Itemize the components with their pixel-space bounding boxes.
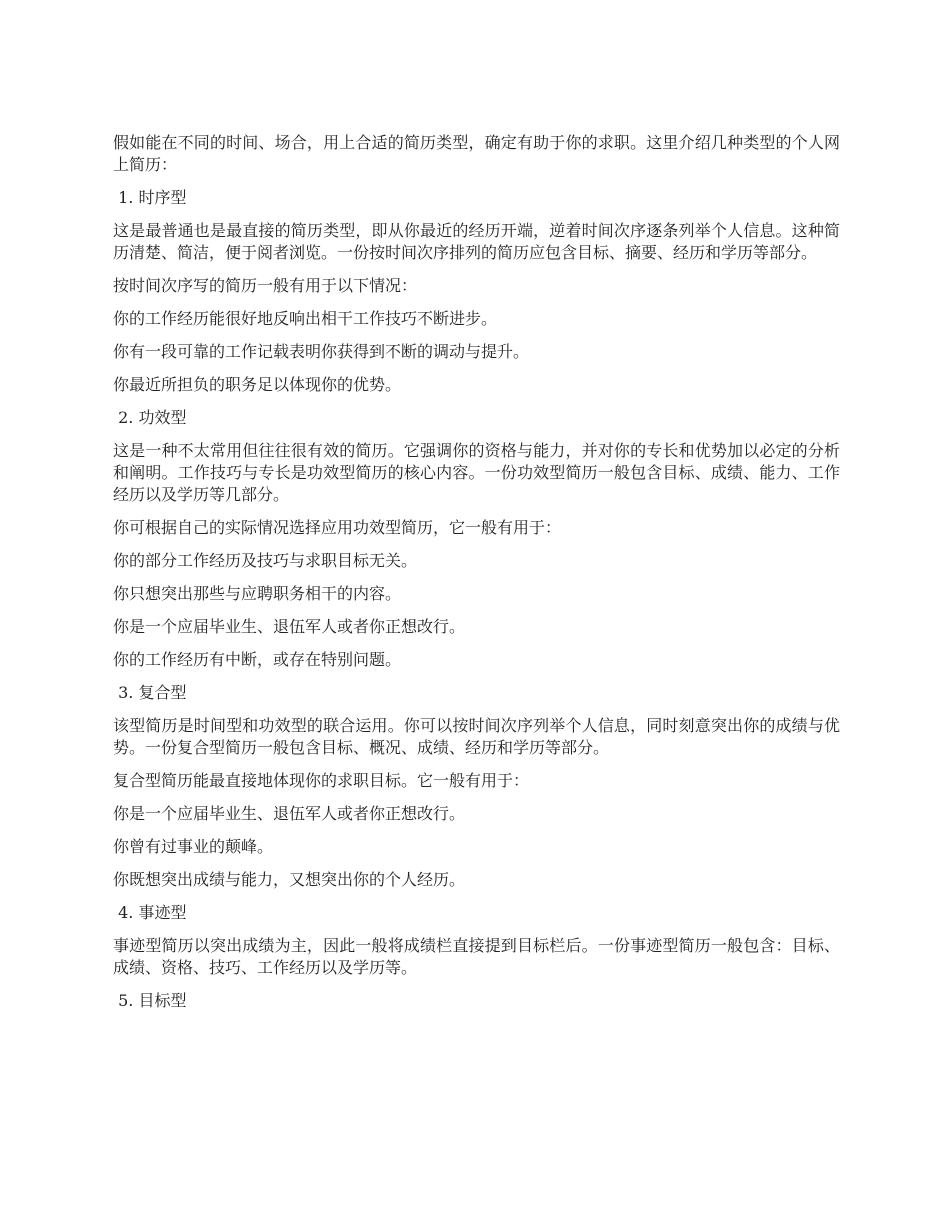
- list-item: 你的工作经历能很好地反响出相干工作技巧不断进步。: [113, 309, 498, 328]
- chronological-description: 这是最普通也是最直接的简历类型，即从你最近的经历开端，逆着时间次序逐条列举个人信息。这种简历清楚、简洁，便于阅者浏览。一份按时间次序排列的简历应包含目标、摘要、经历和学历等部分。: [113, 221, 840, 262]
- list-item: 你是一个应届毕业生、退伍军人或者你正想改行。: [113, 804, 466, 823]
- section-heading-objective: 5. 目标型: [113, 991, 187, 1010]
- list-item: 你曾有过事业的颠峰。: [113, 837, 274, 856]
- list-item: 你最近所担负的职务足以体现你的优势。: [113, 375, 402, 394]
- functional-description: 这是一种不太常用但往往很有效的简历。它强调你的资格与能力，并对你的专长和优势加以必定的分析和阐明。工作技巧与专长是功效型简历的核心内容。一份功效型简历一般包含目标、成绩、能力、工作经历以及学历等几部分。: [113, 441, 840, 504]
- list-item: 你有一段可靠的工作记载表明你获得到不断的调动与提升。: [113, 342, 530, 361]
- section-heading-functional: 2. 功效型: [113, 408, 187, 427]
- achievement-description: 事迹型简历以突出成绩为主，因此一般将成绩栏直接提到目标栏后。一份事迹型简历一般包含：目标、成绩、资格、技巧、工作经历以及学历等。: [113, 936, 840, 977]
- combination-description: 该型简历是时间型和功效型的联合运用。你可以按时间次序列举个人信息，同时刻意突出你的成绩与优势。一份复合型简历一般包含目标、概况、成绩、经历和学历等部分。: [113, 716, 840, 757]
- combination-usage-intro: 复合型简历能最直接地体现你的求职目标。它一般有用于：: [113, 771, 530, 790]
- functional-usage-intro: 你可根据自己的实际情况选择应用功效型简历，它一般有用于：: [113, 518, 562, 537]
- list-item: 你是一个应届毕业生、退伍军人或者你正想改行。: [113, 617, 466, 636]
- list-item: 你的工作经历有中断，或存在特别问题。: [113, 650, 402, 669]
- chronological-usage-intro: 按时间次序写的简历一般有用于以下情况：: [113, 276, 418, 295]
- list-item: 你的部分工作经历及技巧与求职目标无关。: [113, 551, 418, 570]
- section-heading-combination: 3. 复合型: [113, 683, 187, 702]
- section-heading-chronological: 1. 时序型: [113, 188, 187, 207]
- document-body: [113, 132, 840, 1023]
- intro-paragraph: 假如能在不同的时间、场合，用上合适的简历类型，确定有助于你的求职。这里介绍几种类型的个人网上简历：: [113, 133, 840, 174]
- list-item: 你只想突出那些与应聘职务相干的内容。: [113, 584, 402, 603]
- list-item: 你既想突出成绩与能力，又想突出你的个人经历。: [113, 870, 466, 889]
- section-heading-achievement: 4. 事迹型: [113, 903, 187, 922]
